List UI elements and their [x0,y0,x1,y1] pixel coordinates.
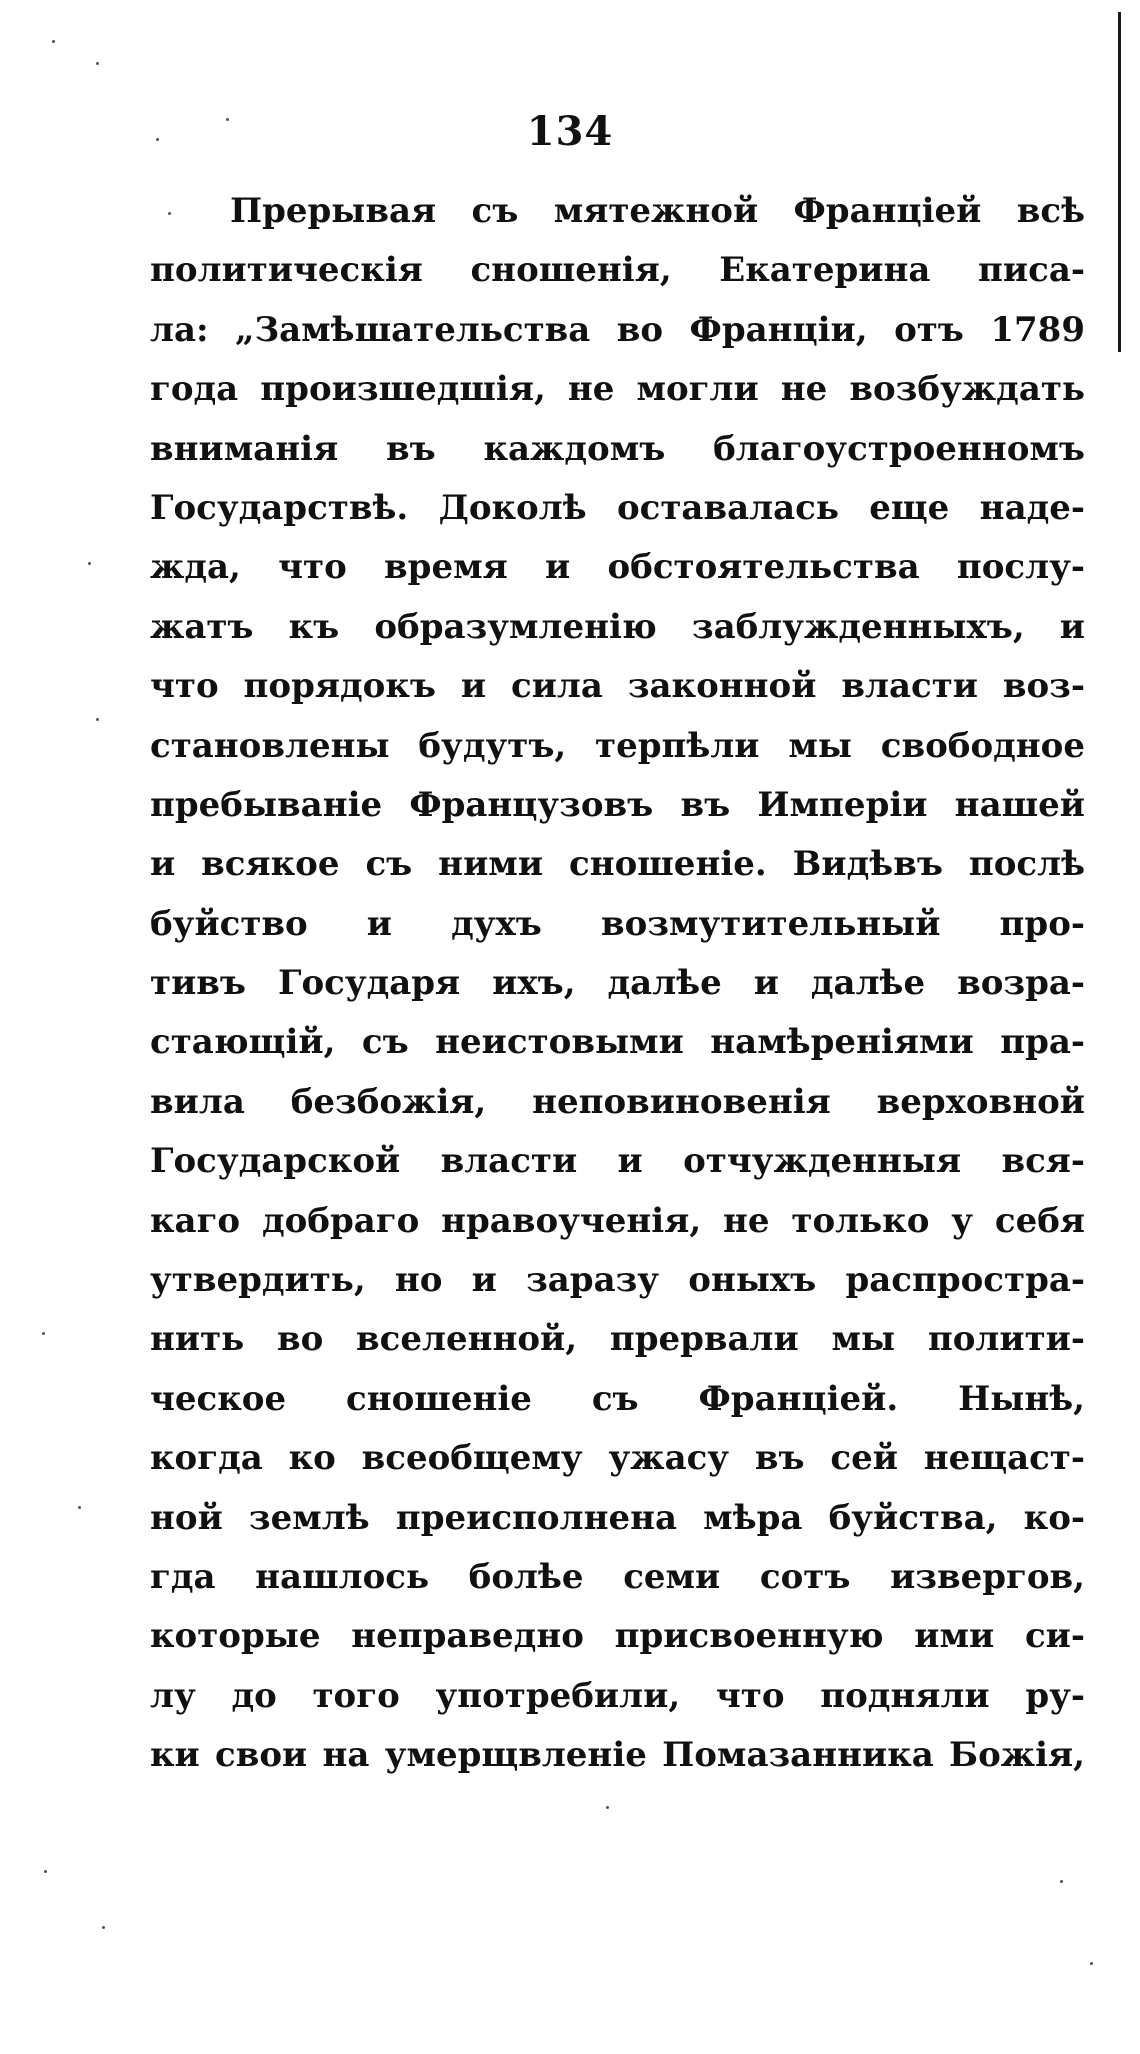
text-line: жатъ къ образумленію заблужденныхъ, и [150,606,1085,647]
scan-speck [78,1506,81,1509]
text-line: каго добраго нравоученія, не только у себя [150,1200,1085,1241]
text-line: становлены будутъ, терпѣли мы свободное [150,725,1085,766]
text-line: вила безбожія, неповиновенія верховной [150,1081,1085,1122]
body-text [150,182,1085,1786]
text-line: которые неправедно присвоенную ими си- [150,1616,1085,1657]
scan-speck [52,40,55,43]
text-line: политическія сношенія, Екатерина писа- [150,250,1085,291]
page-number: 134 [526,108,614,155]
text-line: стающій, съ неистовыми намѣреніями пра- [150,1022,1085,1063]
text-line: гда нашлось болѣе семи сотъ извергов, [150,1556,1085,1597]
text-line: жда, что время и обстоятельства послу- [150,547,1085,588]
text-line: ла: „Замѣшательства во Франціи, отъ 1789 [150,309,1085,350]
text-line: и всякое съ ними сношеніе. Видѣвъ послѣ [150,844,1085,885]
text-line: когда ко всеобщему ужасу въ сей нещаст- [150,1438,1085,1479]
text-line: пребываніе Французовъ въ Имперіи нашей [150,784,1085,825]
scan-speck [96,62,99,65]
text-line: утвердить, но и заразу оныхъ распростра- [150,1260,1085,1301]
text-line: ческое сношеніе съ Франціей. Нынѣ, [150,1378,1085,1419]
scan-speck [1060,1880,1063,1883]
scan-speck [42,1332,45,1335]
page-edge-rule [1118,12,1121,352]
text-line: ной землѣ преисполнена мѣра буйства, ко- [150,1497,1085,1538]
text-line: лу до того употребили, что подняли ру- [150,1675,1085,1716]
text-line: буйство и духъ возмутительный про- [150,903,1085,944]
scan-speck [88,562,91,565]
scan-speck [168,212,171,215]
text-line: тивъ Государя ихъ, далѣе и далѣе возра- [150,963,1085,1004]
text-line: вниманія въ каждомъ благоустроенномъ [150,428,1085,469]
text-line: Прерывая съ мятежной Франціей всѣ [230,191,1085,231]
scan-speck [1090,1962,1093,1965]
text-line: Государствѣ. Доколѣ оставалась еще наде- [150,487,1085,528]
scan-speck [102,1926,105,1929]
scan-speck [226,118,229,121]
text-line: года произшедшія, не могли не возбуждать [150,369,1085,410]
scan-speck [606,1806,609,1809]
scan-speck [156,138,159,141]
text-line: нить во вселенной, прервали мы полити- [150,1319,1085,1360]
text-line: ки свои на умерщвленіе Помазанника Божія, [150,1735,1085,1776]
scan-speck [96,718,99,721]
scan-speck [44,1870,47,1873]
text-line: что порядокъ и сила законной власти воз- [150,666,1085,707]
text-line: Государской власти и отчужденныя вся- [150,1141,1085,1182]
